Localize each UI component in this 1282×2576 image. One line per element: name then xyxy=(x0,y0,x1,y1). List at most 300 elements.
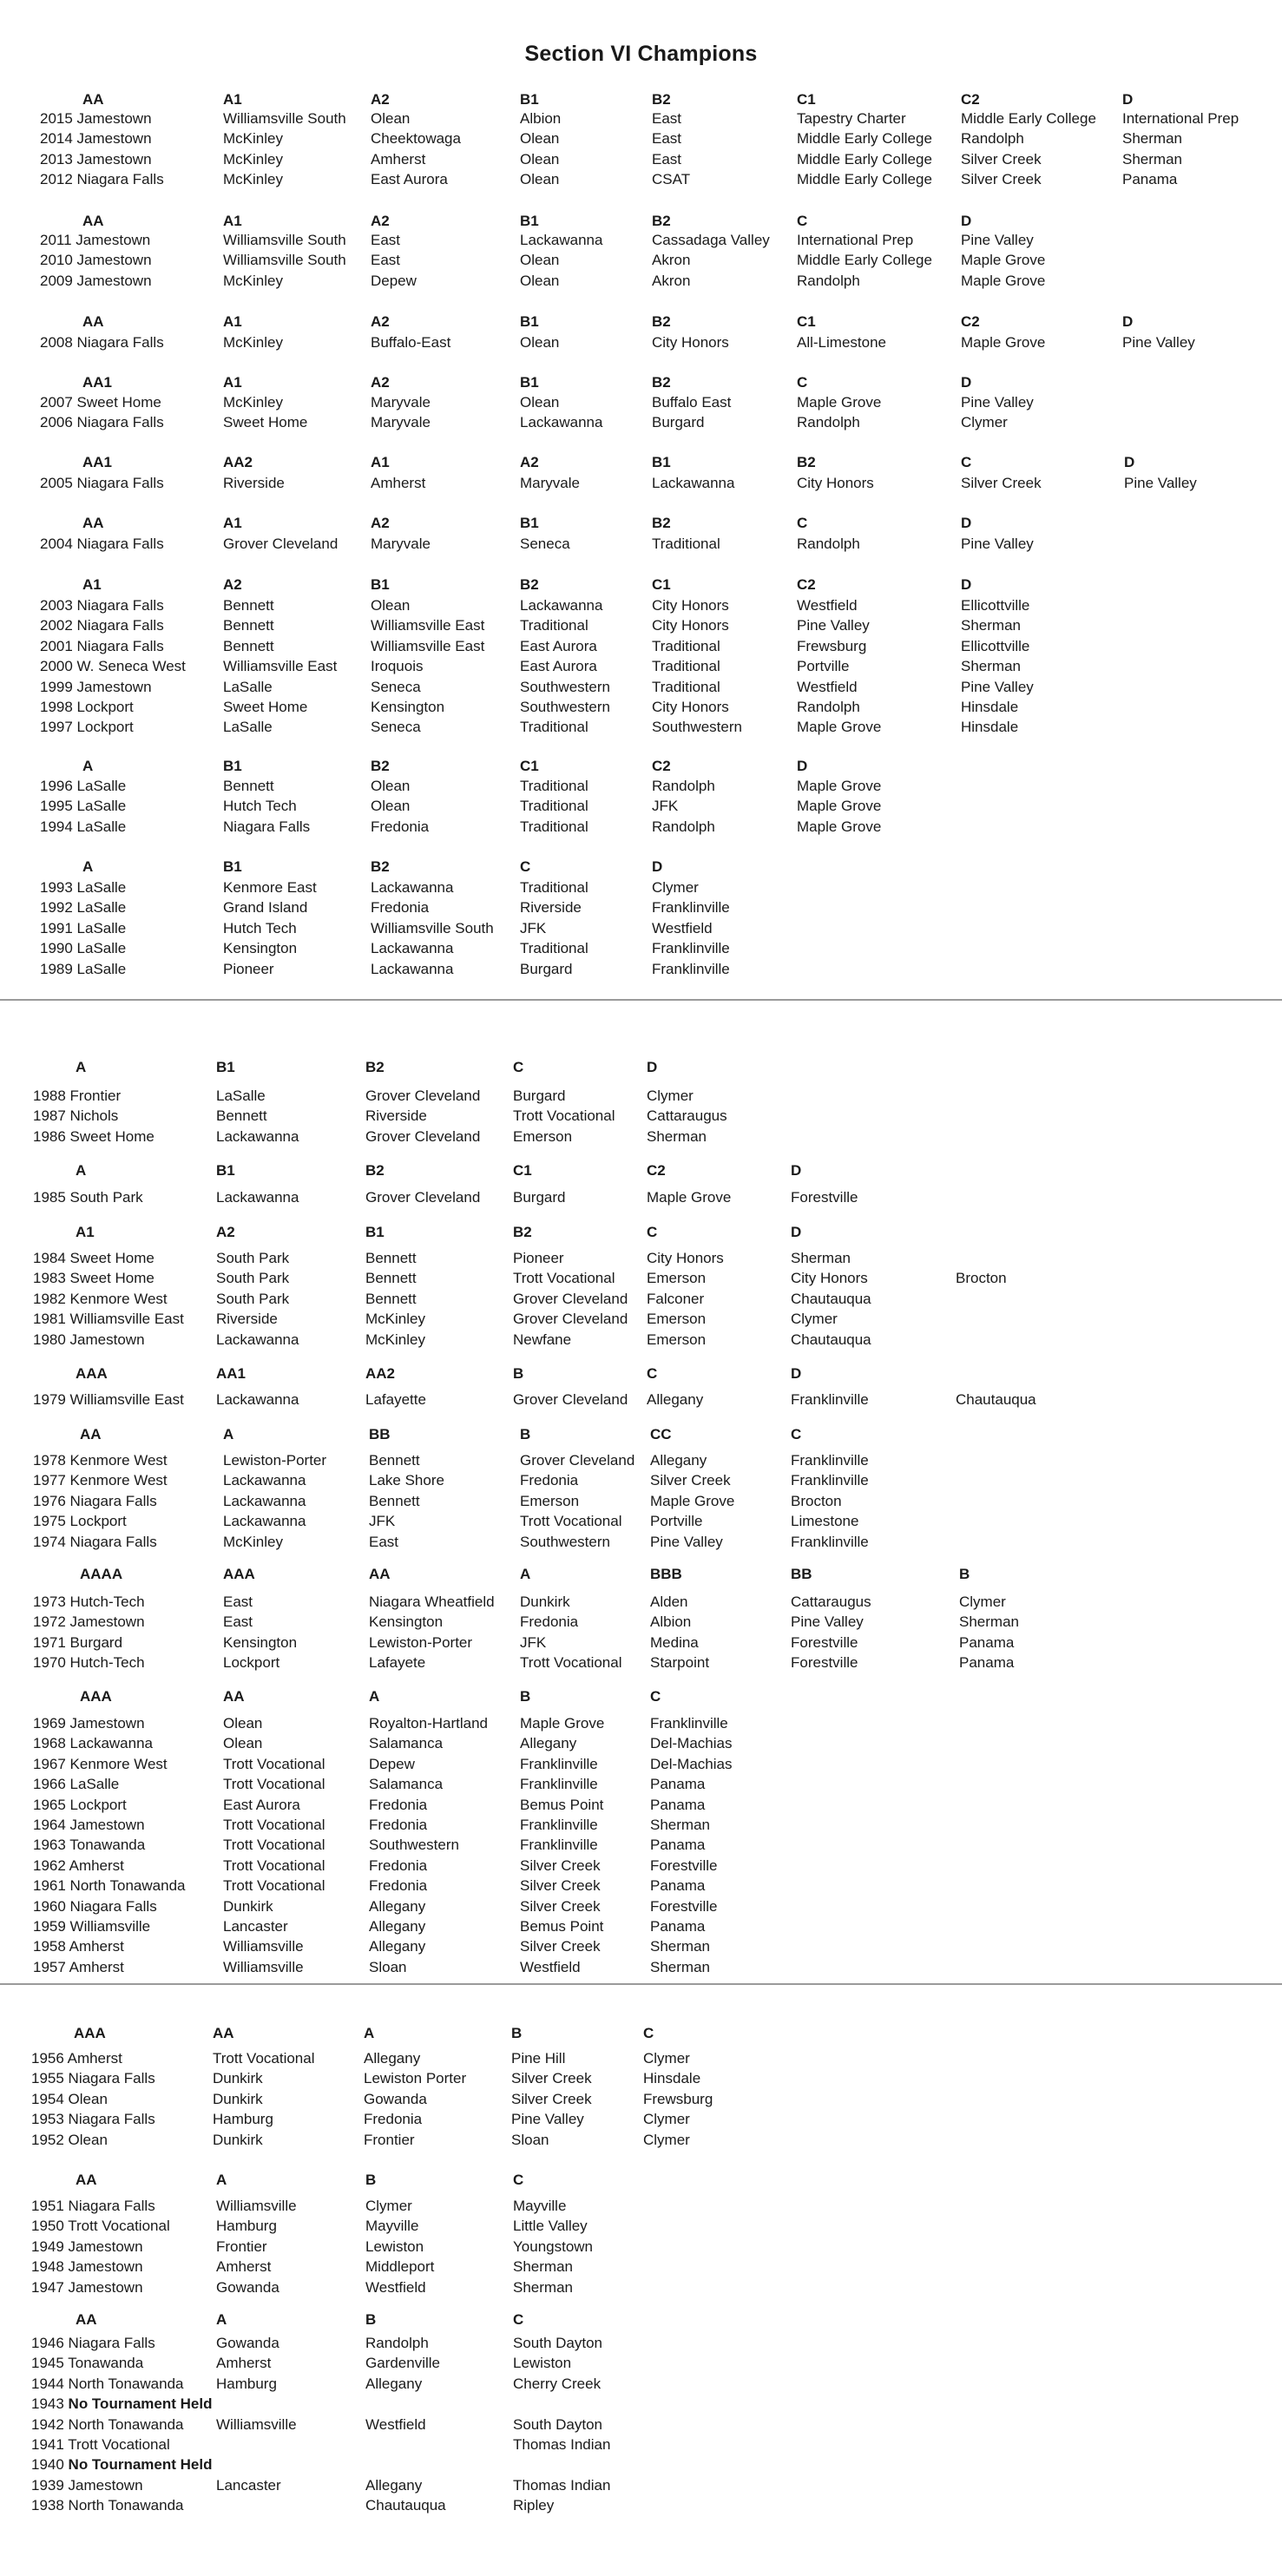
year-champion-cell: 1978 Kenmore West xyxy=(33,1452,168,1469)
champion-cell: Clymer xyxy=(961,414,1008,431)
champion-cell: Grover Cleveland xyxy=(513,1391,628,1408)
champion-cell: Tapestry Charter xyxy=(797,110,906,127)
champion-cell: Lackawanna xyxy=(216,1127,299,1145)
champion-cell: Lewiston xyxy=(513,2355,572,2372)
champion-cell: Olean xyxy=(371,597,411,614)
champion-cell: Williamsville South xyxy=(371,919,494,936)
class-column-header: A xyxy=(76,1059,87,1075)
champion-cell: Allegany xyxy=(647,1391,704,1408)
class-column-header: A2 xyxy=(371,91,390,108)
class-column-header: A2 xyxy=(371,515,390,531)
class-column-header: D xyxy=(791,1365,802,1382)
champion-cell: Amherst xyxy=(371,150,426,168)
champion-cell: McKinley xyxy=(365,1311,425,1328)
champion-cell: Sherman xyxy=(647,1127,707,1145)
champion-cell: Franklinville xyxy=(520,1837,598,1854)
champion-cell: East xyxy=(652,110,682,127)
champion-cell: Seneca xyxy=(371,678,421,695)
year-champion-cell: 1938 North Tonawanda xyxy=(31,2497,184,2514)
year-champion-cell: 1977 Kenmore West xyxy=(33,1472,168,1489)
champion-cell: East xyxy=(371,232,401,248)
champion-cell: Maryvale xyxy=(371,414,431,431)
champion-cell: Allegany xyxy=(650,1452,707,1469)
champion-cell: McKinley xyxy=(223,130,283,148)
champion-cell: Olean xyxy=(520,394,560,411)
champion-cell: Cassadaga Valley xyxy=(652,232,770,248)
champion-cell: Thomas Indian xyxy=(513,2436,611,2453)
champion-cell: Randolph xyxy=(652,818,715,835)
champion-cell: Forestville xyxy=(791,1654,858,1672)
class-column-header: AA1 xyxy=(82,454,113,470)
class-column-header: A2 xyxy=(371,213,390,229)
class-column-header: D xyxy=(1122,91,1134,108)
champion-cell: McKinley xyxy=(365,1331,425,1348)
champion-cell: Riverside xyxy=(520,899,582,917)
champion-cell: Allegany xyxy=(365,2375,423,2392)
champion-cell: East Aurora xyxy=(520,658,597,675)
champion-cell: Grover Cleveland xyxy=(365,1189,481,1206)
champion-cell: Middle Early College xyxy=(961,110,1096,127)
champion-cell: Bennett xyxy=(365,1290,417,1307)
year-champion-cell: 1948 Jamestown xyxy=(31,2258,143,2276)
class-column-header: AAA xyxy=(223,1566,255,1582)
champion-cell: Pine Hill xyxy=(511,2050,566,2067)
champion-cell: Clymer xyxy=(643,2050,690,2067)
class-column-header: A1 xyxy=(371,454,390,470)
year-champion-cell: 1988 Frontier xyxy=(33,1088,122,1104)
class-column-header: A2 xyxy=(371,374,390,391)
class-column-header: B2 xyxy=(652,91,671,108)
champion-cell: Hutch Tech xyxy=(223,919,297,936)
champion-cell: Allegany xyxy=(365,2476,423,2494)
champion-cell: Lancaster xyxy=(223,1918,288,1935)
champion-cell: Sherman xyxy=(513,2278,573,2296)
year-champion-cell: 1945 Tonawanda xyxy=(31,2355,144,2372)
champion-cell: Grover Cleveland xyxy=(365,1088,481,1104)
champion-cell: Lackawanna xyxy=(216,1391,299,1408)
champion-cell: Fredonia xyxy=(520,1472,579,1489)
champion-cell: Grover Cleveland xyxy=(223,536,339,552)
class-column-header: AA xyxy=(213,2025,234,2041)
champion-cell: McKinley xyxy=(223,150,283,168)
champion-cell: Bemus Point xyxy=(520,1918,604,1935)
champion-cell: Medina xyxy=(650,1633,699,1651)
champion-cell: Ellicottville xyxy=(961,637,1030,654)
champion-cell: Limestone xyxy=(791,1513,859,1530)
champion-cell: Westfield xyxy=(652,919,713,936)
class-column-header: CC xyxy=(650,1426,672,1442)
class-column-header: AAA xyxy=(80,1688,112,1705)
champion-cell: Trott Vocational xyxy=(213,2050,315,2067)
champion-cell: Cheektowaga xyxy=(371,130,461,148)
class-column-header: B1 xyxy=(223,858,242,875)
page-break-divider xyxy=(0,999,1282,1001)
champion-cell: Panama xyxy=(959,1654,1015,1672)
class-column-header: AA xyxy=(82,91,104,108)
champion-cell: Allegany xyxy=(520,1735,577,1752)
class-column-header: B1 xyxy=(216,1059,235,1075)
champion-cell: Silver Creek xyxy=(520,1877,601,1895)
champion-cell: Sloan xyxy=(511,2131,549,2148)
champion-cell: Pine Valley xyxy=(961,232,1034,248)
champion-cell: Little Valley xyxy=(513,2218,588,2235)
champion-cell: Fredonia xyxy=(369,1817,428,1833)
champion-cell: Lackawanna xyxy=(652,475,735,491)
champion-cell: Forestville xyxy=(650,1897,718,1915)
champion-cell: Silver Creek xyxy=(520,1938,601,1955)
champion-cell: Westfield xyxy=(797,678,858,695)
champion-cell: Franklinville xyxy=(791,1472,869,1489)
year-champion-cell: 1996 LaSalle xyxy=(40,778,127,794)
champion-cell: Buffalo-East xyxy=(371,334,451,351)
champion-cell: Maryvale xyxy=(371,394,431,411)
year-champion-cell: 2008 Niagara Falls xyxy=(40,334,164,351)
class-column-header: D xyxy=(961,515,972,531)
class-column-header: B1 xyxy=(520,374,539,391)
champion-cell: Sherman xyxy=(961,617,1021,634)
class-column-header: D xyxy=(652,858,663,875)
champion-cell: Bennett xyxy=(216,1107,267,1125)
class-column-header: C2 xyxy=(961,313,980,330)
champion-cell: Lackawanna xyxy=(371,960,454,977)
champion-cell: Lackawanna xyxy=(371,940,454,957)
class-column-header: C2 xyxy=(647,1162,666,1179)
champion-cell: Salamanca xyxy=(369,1776,444,1793)
champion-cell: Lackawanna xyxy=(216,1189,299,1206)
champion-cell: Traditional xyxy=(652,658,720,675)
class-column-header: C1 xyxy=(652,576,671,593)
champion-cell: Randolph xyxy=(797,272,860,289)
champion-cell: JFK xyxy=(520,1633,547,1651)
champion-cell: Middle Early College xyxy=(797,150,932,168)
champion-cell: Maryvale xyxy=(520,475,580,491)
year-champion-cell: 1992 LaSalle xyxy=(40,899,127,917)
class-column-header: AAA xyxy=(76,1365,108,1382)
champion-cell: Burgard xyxy=(513,1189,566,1206)
year-champion-cell: 1940 No Tournament Held xyxy=(31,2456,213,2474)
champion-cell: Hamburg xyxy=(213,2111,273,2128)
class-column-header: A xyxy=(223,1426,234,1442)
champion-cell: International Prep xyxy=(797,232,914,248)
champion-cell: Williamsville xyxy=(223,1958,304,1975)
champion-cell: City Honors xyxy=(652,699,729,715)
year-champion-cell: 1991 LaSalle xyxy=(40,919,127,936)
year-champion-cell: 1958 Amherst xyxy=(33,1938,124,1955)
class-column-header: B xyxy=(520,1688,531,1705)
champion-cell: Williamsville South xyxy=(223,110,346,127)
champion-cell: Fredonia xyxy=(520,1613,579,1631)
year-champion-cell: 1952 Olean xyxy=(31,2131,108,2148)
champion-cell: Sherman xyxy=(961,658,1021,675)
class-column-header: C xyxy=(797,374,808,391)
champion-cell: Williamsville South xyxy=(223,232,346,248)
class-column-header: B xyxy=(513,1365,524,1382)
class-column-header: B xyxy=(520,1426,531,1442)
champion-cell: Olean xyxy=(520,252,560,269)
champion-cell: All-Limestone xyxy=(797,334,886,351)
year-champion-cell: 1942 North Tonawanda xyxy=(31,2415,184,2433)
champion-cell: Trott Vocational xyxy=(223,1817,325,1833)
class-column-header: A xyxy=(364,2025,375,2041)
champion-cell: East xyxy=(223,1594,253,1610)
class-column-header: C xyxy=(791,1426,802,1442)
champion-cell: Westfield xyxy=(520,1958,581,1975)
class-column-header: A xyxy=(82,858,94,875)
year-champion-cell: 1943 No Tournament Held xyxy=(31,2395,213,2413)
class-column-header: B2 xyxy=(652,374,671,391)
champion-cell: Olean xyxy=(520,272,560,289)
champion-cell: Southwestern xyxy=(520,1533,610,1550)
champion-cell: Williamsville South xyxy=(223,252,346,269)
champion-cell: JFK xyxy=(652,798,679,815)
champion-cell: South Park xyxy=(216,1250,290,1266)
champion-cell: Panama xyxy=(650,1877,706,1895)
champion-cell: Franklinville xyxy=(791,1452,869,1469)
champion-cell: Trott Vocational xyxy=(520,1513,622,1530)
year-champion-cell: 1967 Kenmore West xyxy=(33,1755,168,1772)
champion-cell: Trott Vocational xyxy=(223,1877,325,1895)
champion-cell: Falconer xyxy=(647,1290,705,1307)
champion-cell: Chautauqua xyxy=(791,1331,871,1348)
champion-cell: Grover Cleveland xyxy=(520,1452,635,1469)
champion-cell: Niagara Wheatfield xyxy=(369,1594,495,1610)
champion-cell: Sherman xyxy=(650,1958,710,1975)
champion-cell: Trott Vocational xyxy=(513,1107,615,1125)
year-champion-cell: 1966 LaSalle xyxy=(33,1776,120,1793)
year-champion-cell: 1994 LaSalle xyxy=(40,818,127,835)
champion-cell: Fredonia xyxy=(371,899,430,917)
champion-cell: Lafayete xyxy=(369,1654,426,1672)
champion-cell: Hutch Tech xyxy=(223,798,297,815)
champion-cell: Olean xyxy=(520,130,560,148)
champion-cell: Burgard xyxy=(520,960,573,977)
champion-cell: Lackawanna xyxy=(520,232,603,248)
champion-cell: Brocton xyxy=(956,1270,1007,1287)
champion-cell: Lackawanna xyxy=(520,414,603,431)
champion-cell: Franklinville xyxy=(791,1533,869,1550)
champion-cell: Cattaraugus xyxy=(647,1107,727,1125)
class-column-header: A1 xyxy=(223,91,242,108)
champion-cell: Williamsville xyxy=(216,2415,297,2433)
champion-cell: Lackawanna xyxy=(216,1331,299,1348)
champion-cell: Ellicottville xyxy=(961,597,1030,614)
class-column-header: C xyxy=(520,858,531,875)
champion-cell: City Honors xyxy=(652,597,729,614)
champion-cell: Frewsburg xyxy=(797,637,867,654)
champion-cell: Allegany xyxy=(364,2050,421,2067)
champion-cell: Pioneer xyxy=(513,1250,564,1266)
champion-cell: Maple Grove xyxy=(961,252,1046,269)
champion-cell: Franklinville xyxy=(520,1755,598,1772)
champion-cell: Trott Vocational xyxy=(223,1856,325,1874)
champion-cell: Southwestern xyxy=(652,719,742,736)
champion-cell: Pine Valley xyxy=(650,1533,723,1550)
champion-cell: Pine Valley xyxy=(791,1613,864,1631)
champion-cell: Silver Creek xyxy=(650,1472,731,1489)
class-column-header: A2 xyxy=(216,1224,235,1240)
champion-cell: Fredonia xyxy=(364,2111,423,2128)
class-column-header: C xyxy=(961,454,972,470)
champion-cell: Grover Cleveland xyxy=(513,1311,628,1328)
champion-cell: Del-Machias xyxy=(650,1755,733,1772)
class-column-header: D xyxy=(961,213,972,229)
champion-cell: Trott Vocational xyxy=(520,1654,622,1672)
year-champion-cell: 1968 Lackawanna xyxy=(33,1735,154,1752)
champion-cell: Middle Early College xyxy=(797,130,932,148)
year-champion-cell: 2004 Niagara Falls xyxy=(40,536,164,552)
class-column-header: B1 xyxy=(371,576,390,593)
class-column-header: C2 xyxy=(652,758,671,774)
champion-cell: Emerson xyxy=(647,1311,707,1328)
champion-cell: Fredonia xyxy=(369,1877,428,1895)
champion-cell: Clymer xyxy=(959,1594,1006,1610)
champion-cell: Silver Creek xyxy=(520,1897,601,1915)
champion-cell: Panama xyxy=(650,1837,706,1854)
year-champion-cell: 1946 Niagara Falls xyxy=(31,2335,155,2351)
champion-cell: Randolph xyxy=(797,414,860,431)
champion-cell: Sweet Home xyxy=(223,699,308,715)
champion-cell: Clymer xyxy=(791,1311,838,1328)
class-column-header: C xyxy=(647,1365,658,1382)
champion-cell: Chautauqua xyxy=(956,1391,1036,1408)
class-column-header: C xyxy=(647,1224,658,1240)
year-champion-cell: 1980 Jamestown xyxy=(33,1331,145,1348)
champion-cell: Buffalo East xyxy=(652,394,732,411)
champion-cell: Bennett xyxy=(223,637,274,654)
champion-cell: Cattaraugus xyxy=(791,1594,871,1610)
year-champion-cell: 1993 LaSalle xyxy=(40,879,127,896)
champion-cell: Franklinville xyxy=(652,960,730,977)
champion-cell: Olean xyxy=(223,1715,263,1732)
champion-cell: International Prep xyxy=(1122,110,1239,127)
champion-cell: Niagara Falls xyxy=(223,818,311,835)
class-column-header: C2 xyxy=(797,576,816,593)
champion-cell: Maple Grove xyxy=(797,798,882,815)
champion-cell: Gowanda xyxy=(216,2335,279,2351)
class-column-header: BB xyxy=(369,1426,391,1442)
champion-cell: LaSalle xyxy=(223,678,273,695)
champion-cell: Maple Grove xyxy=(797,394,882,411)
class-column-header: AA2 xyxy=(365,1365,396,1382)
champion-cell: Olean xyxy=(520,171,560,188)
champion-cell: Emerson xyxy=(647,1270,707,1287)
champion-cell: Seneca xyxy=(371,719,421,736)
year-champion-cell: 2015 Jamestown xyxy=(40,110,152,127)
year-champion-cell: 1954 Olean xyxy=(31,2090,108,2107)
champion-cell: Chautauqua xyxy=(365,2497,446,2514)
champion-cell: Silver Creek xyxy=(511,2070,592,2087)
champion-cell: Portville xyxy=(797,658,850,675)
champion-cell: Bennett xyxy=(365,1270,417,1287)
champion-cell: Forestville xyxy=(791,1189,858,1206)
champion-cell: Lewiston Porter xyxy=(364,2070,467,2087)
champion-cell: Bennett xyxy=(223,597,274,614)
champion-cell: City Honors xyxy=(647,1250,724,1266)
champion-cell: Hinsdale xyxy=(961,699,1019,715)
champion-cell: Riverside xyxy=(365,1107,427,1125)
year-champion-cell: 1974 Niagara Falls xyxy=(33,1533,157,1550)
champion-cell: Pine Valley xyxy=(1122,334,1195,351)
champion-cell: Panama xyxy=(650,1918,706,1935)
champion-cell: Fredonia xyxy=(369,1856,428,1874)
champion-cell: Sherman xyxy=(1122,130,1182,148)
champion-cell: Burgard xyxy=(513,1088,566,1104)
champion-cell: Akron xyxy=(652,272,691,289)
champion-cell: Trott Vocational xyxy=(223,1755,325,1772)
year-champion-cell: 2009 Jamestown xyxy=(40,272,152,289)
year-champion-cell: 1941 Trott Vocational xyxy=(31,2436,170,2453)
champion-cell: JFK xyxy=(369,1513,396,1530)
champion-cell: Sloan xyxy=(369,1958,407,1975)
champion-cell: Chautauqua xyxy=(791,1290,871,1307)
class-column-header: B2 xyxy=(520,576,539,593)
year-champion-cell: 1955 Niagara Falls xyxy=(31,2070,155,2087)
champion-cell: Williamsville East xyxy=(223,658,338,675)
year-champion-cell: 1982 Kenmore West xyxy=(33,1290,168,1307)
year-champion-cell: 2001 Niagara Falls xyxy=(40,637,164,654)
champion-cell: South Dayton xyxy=(513,2415,603,2433)
year-champion-cell: 1975 Lockport xyxy=(33,1513,127,1530)
year-champion-cell: 1986 Sweet Home xyxy=(33,1127,154,1145)
class-column-header: B1 xyxy=(520,91,539,108)
champion-cell: Dunkirk xyxy=(213,2090,263,2107)
class-column-header: A xyxy=(369,1688,380,1705)
class-column-header: B xyxy=(511,2025,523,2041)
class-column-header: C2 xyxy=(961,91,980,108)
class-column-header: C1 xyxy=(797,313,816,330)
champion-cell: City Honors xyxy=(797,475,874,491)
class-column-header: B xyxy=(959,1566,970,1582)
champion-cell: Panama xyxy=(1122,171,1178,188)
champion-cell: Southwestern xyxy=(520,678,610,695)
champion-cell: Randolph xyxy=(365,2335,429,2351)
class-column-header: C xyxy=(643,2025,654,2041)
champion-cell: East Aurora xyxy=(520,637,597,654)
class-column-header: B1 xyxy=(652,454,671,470)
champion-cell: Frontier xyxy=(216,2238,267,2255)
champion-cell: Williamsville East xyxy=(371,637,485,654)
class-column-header: B2 xyxy=(652,313,671,330)
champion-cell: Maple Grove xyxy=(961,334,1046,351)
champion-cell: Olean xyxy=(520,150,560,168)
champion-cell: Traditional xyxy=(652,637,720,654)
champion-cell: Williamsville xyxy=(216,2198,297,2214)
champion-cell: East xyxy=(652,130,682,148)
champion-cell: Middle Early College xyxy=(797,252,932,269)
class-column-header: C1 xyxy=(520,758,539,774)
champion-cell: Trott Vocational xyxy=(513,1270,615,1287)
champion-cell: Olean xyxy=(223,1735,263,1752)
champion-cell: Hinsdale xyxy=(961,719,1019,736)
class-column-header: A1 xyxy=(223,515,242,531)
champion-cell: Sherman xyxy=(650,1938,710,1955)
champion-cell: South Dayton xyxy=(513,2335,603,2351)
champion-cell: Lackawanna xyxy=(223,1472,306,1489)
champion-cell: East Aurora xyxy=(371,171,448,188)
champion-cell: Sherman xyxy=(959,1613,1019,1631)
champion-cell: Bennett xyxy=(223,617,274,634)
class-column-header: AAA xyxy=(74,2025,106,2041)
year-champion-cell: 1972 Jamestown xyxy=(33,1613,145,1631)
champion-cell: Trott Vocational xyxy=(223,1837,325,1854)
champion-cell: Franklinville xyxy=(650,1715,728,1732)
champion-cell: Lewiston-Porter xyxy=(369,1633,473,1651)
champion-cell: Fredonia xyxy=(371,818,430,835)
champion-cell: Franklinville xyxy=(520,1776,598,1793)
champion-cell: Franklinville xyxy=(652,940,730,957)
year-champion-cell: 1973 Hutch-Tech xyxy=(33,1594,145,1610)
page-title: Section VI Champions xyxy=(524,42,758,66)
